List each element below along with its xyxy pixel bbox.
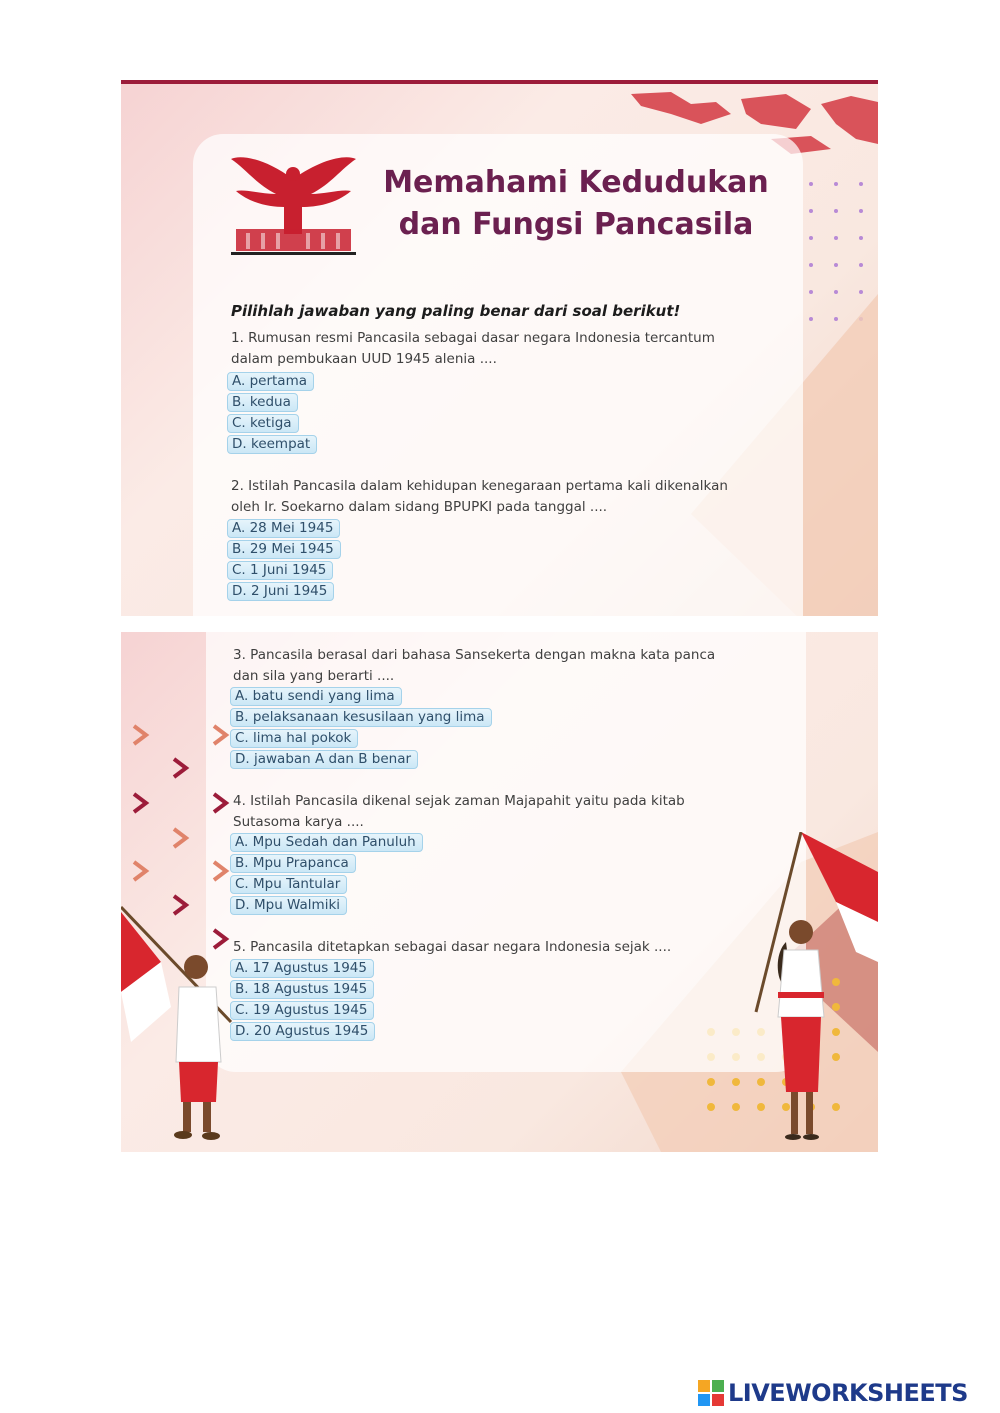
question-text: 3. Pancasila berasal dari bahasa Sansekerta dengan makna kata panca <box>233 647 716 663</box>
option-1d[interactable]: D. keempat <box>227 435 317 454</box>
question-text: 4. Istilah Pancasila dikenal sejak zaman Majapahit yaitu pada kitab <box>233 793 685 809</box>
option-4b[interactable]: B. Mpu Prapanca <box>230 854 356 873</box>
option-1b[interactable]: B. kedua <box>227 393 298 412</box>
option-4a[interactable]: A. Mpu Sedah dan Panuluh <box>230 833 423 852</box>
chevron-right-icon <box>209 724 231 746</box>
option-3d[interactable]: D. jawaban A dan B benar <box>230 750 418 769</box>
option-1a[interactable]: A. pertama <box>227 372 314 391</box>
title-line-2: dan Fungsi Pancasila <box>398 207 754 242</box>
boy-with-flag-illustration <box>121 902 241 1147</box>
question-text: 1. Rumusan resmi Pancasila sebagai dasar negara Indonesia tercantum <box>231 330 715 346</box>
question-5 <box>233 937 773 958</box>
girl-with-flag-illustration <box>746 832 878 1152</box>
question-1 <box>231 328 771 370</box>
chevron-right-icon <box>129 724 151 746</box>
question-text: dalam pembukaan UUD 1945 alenia .... <box>231 351 497 367</box>
worksheet-page-2 <box>121 632 878 1152</box>
instruction-text: Pilihlah jawaban yang paling benar dari soal berikut! <box>231 302 681 320</box>
question-text: Sutasoma karya .... <box>233 814 364 830</box>
option-4c[interactable]: C. Mpu Tantular <box>230 875 347 894</box>
option-5b[interactable]: B. 18 Agustus 1945 <box>230 980 374 999</box>
chevron-right-icon <box>169 757 191 779</box>
chevron-right-icon <box>129 792 151 814</box>
option-5d[interactable]: D. 20 Agustus 1945 <box>230 1022 375 1041</box>
question-text: oleh Ir. Soekarno dalam sidang BPUPKI pada tanggal .... <box>231 499 608 515</box>
option-4d[interactable]: D. Mpu Walmiki <box>230 896 347 915</box>
option-3c[interactable]: C. lima hal pokok <box>230 729 358 748</box>
chevron-right-icon <box>209 860 231 882</box>
question-3 <box>233 645 773 687</box>
question-text: 2. Istilah Pancasila dalam kehidupan kenegaraan pertama kali dikenalkan <box>231 478 728 494</box>
title-line-1: Memahami Kedudukan <box>383 165 769 200</box>
brand-name: LIVEWORKSHEETS <box>728 1379 968 1407</box>
option-1c[interactable]: C. ketiga <box>227 414 299 433</box>
chevron-right-icon <box>129 860 151 882</box>
option-3b[interactable]: B. pelaksanaan kesusilaan yang lima <box>230 708 492 727</box>
question-2 <box>231 476 771 518</box>
option-5a[interactable]: A. 17 Agustus 1945 <box>230 959 374 978</box>
question-4 <box>233 791 773 833</box>
option-2d[interactable]: D. 2 Juni 1945 <box>227 582 334 601</box>
liveworksheets-logo[interactable] <box>698 1377 968 1409</box>
chevron-right-icon <box>209 792 231 814</box>
question-text: dan sila yang berarti .... <box>233 668 395 684</box>
option-5c[interactable]: C. 19 Agustus 1945 <box>230 1001 374 1020</box>
page-title <box>376 162 776 246</box>
chevron-right-icon <box>169 827 191 849</box>
worksheet-page-1 <box>121 80 878 616</box>
option-2b[interactable]: B. 29 Mei 1945 <box>227 540 341 559</box>
liveworksheets-logo-icon <box>698 1380 724 1406</box>
option-2a[interactable]: A. 28 Mei 1945 <box>227 519 340 538</box>
option-3a[interactable]: A. batu sendi yang lima <box>230 687 402 706</box>
question-text: 5. Pancasila ditetapkan sebagai dasar negara Indonesia sejak .... <box>233 939 672 955</box>
option-2c[interactable]: C. 1 Juni 1945 <box>227 561 333 580</box>
garuda-emblem-icon <box>226 149 361 259</box>
